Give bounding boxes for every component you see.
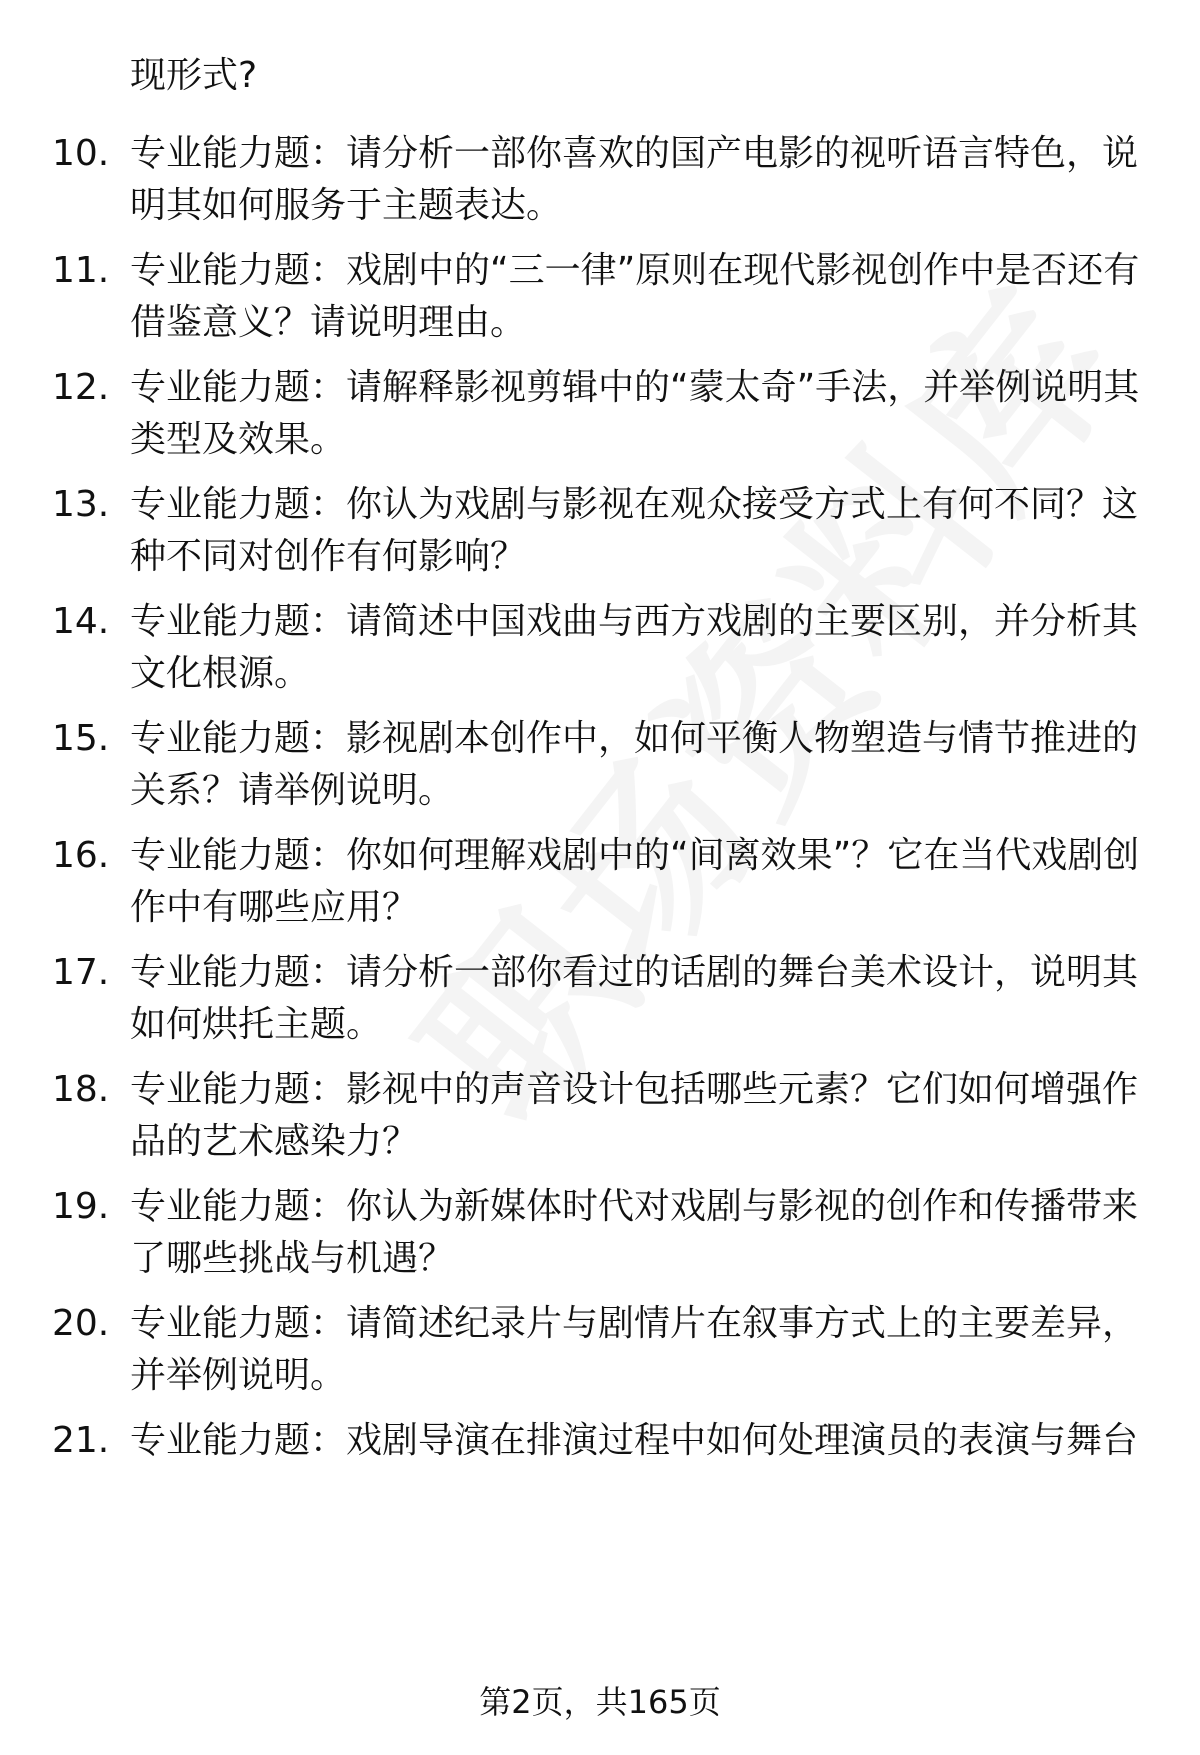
- question-number: 13.: [52, 484, 110, 525]
- question-text: 专业能力题：请简述中国戏曲与西方戏剧的主要区别，并分析其文化根源。: [130, 601, 1139, 694]
- question-text: 专业能力题：请分析一部你看过的话剧的舞台美术设计，说明其如何烘托主题。: [130, 952, 1139, 1045]
- question-number: 20.: [52, 1303, 110, 1344]
- question-number: 21.: [52, 1420, 110, 1461]
- question-text: 专业能力题：戏剧中的“三一律”原则在现代影视创作中是否还有借鉴意义？请说明理由。: [130, 250, 1140, 343]
- question-number: 18.: [52, 1069, 110, 1110]
- question-text: 专业能力题：请简述纪录片与剧情片在叙事方式上的主要差异，并举例说明。: [130, 1303, 1139, 1396]
- question-text: 专业能力题：你如何理解戏剧中的“间离效果”？它在当代戏剧创作中有哪些应用？: [130, 835, 1140, 928]
- question-number: 11.: [52, 250, 110, 291]
- question-text: 专业能力题：影视中的声音设计包括哪些元素？它们如何增强作品的艺术感染力？: [130, 1069, 1139, 1162]
- question-text: 专业能力题：你认为戏剧与影视在观众接受方式上有何不同？这种不同对创作有何影响？: [130, 484, 1139, 577]
- question-text: 专业能力题：你认为新媒体时代对戏剧与影视的创作和传播带来了哪些挑战与机遇？: [130, 1186, 1139, 1279]
- question-number: 15.: [52, 718, 110, 759]
- question-number: 10.: [52, 133, 110, 174]
- question-number: 12.: [52, 367, 110, 408]
- question-text: 专业能力题：影视剧本创作中，如何平衡人物塑造与情节推进的关系？请举例说明。: [130, 718, 1139, 811]
- question-text: 专业能力题：请分析一部你喜欢的国产电影的视听语言特色，说明其如何服务于主题表达。: [130, 133, 1139, 226]
- question-number: 19.: [52, 1186, 110, 1227]
- continuation-text: 现形式?: [130, 55, 258, 96]
- question-number: 16.: [52, 835, 110, 876]
- question-text: 专业能力题：戏剧导演在排演过程中如何处理演员的表演与舞台: [130, 1420, 1139, 1461]
- page-footer: 第2页，共165页: [479, 1683, 721, 1721]
- question-number: 17.: [52, 952, 110, 993]
- question-text: 专业能力题：请解释影视剪辑中的“蒙太奇”手法，并举例说明其类型及效果。: [130, 367, 1140, 460]
- question-number: 14.: [52, 601, 110, 642]
